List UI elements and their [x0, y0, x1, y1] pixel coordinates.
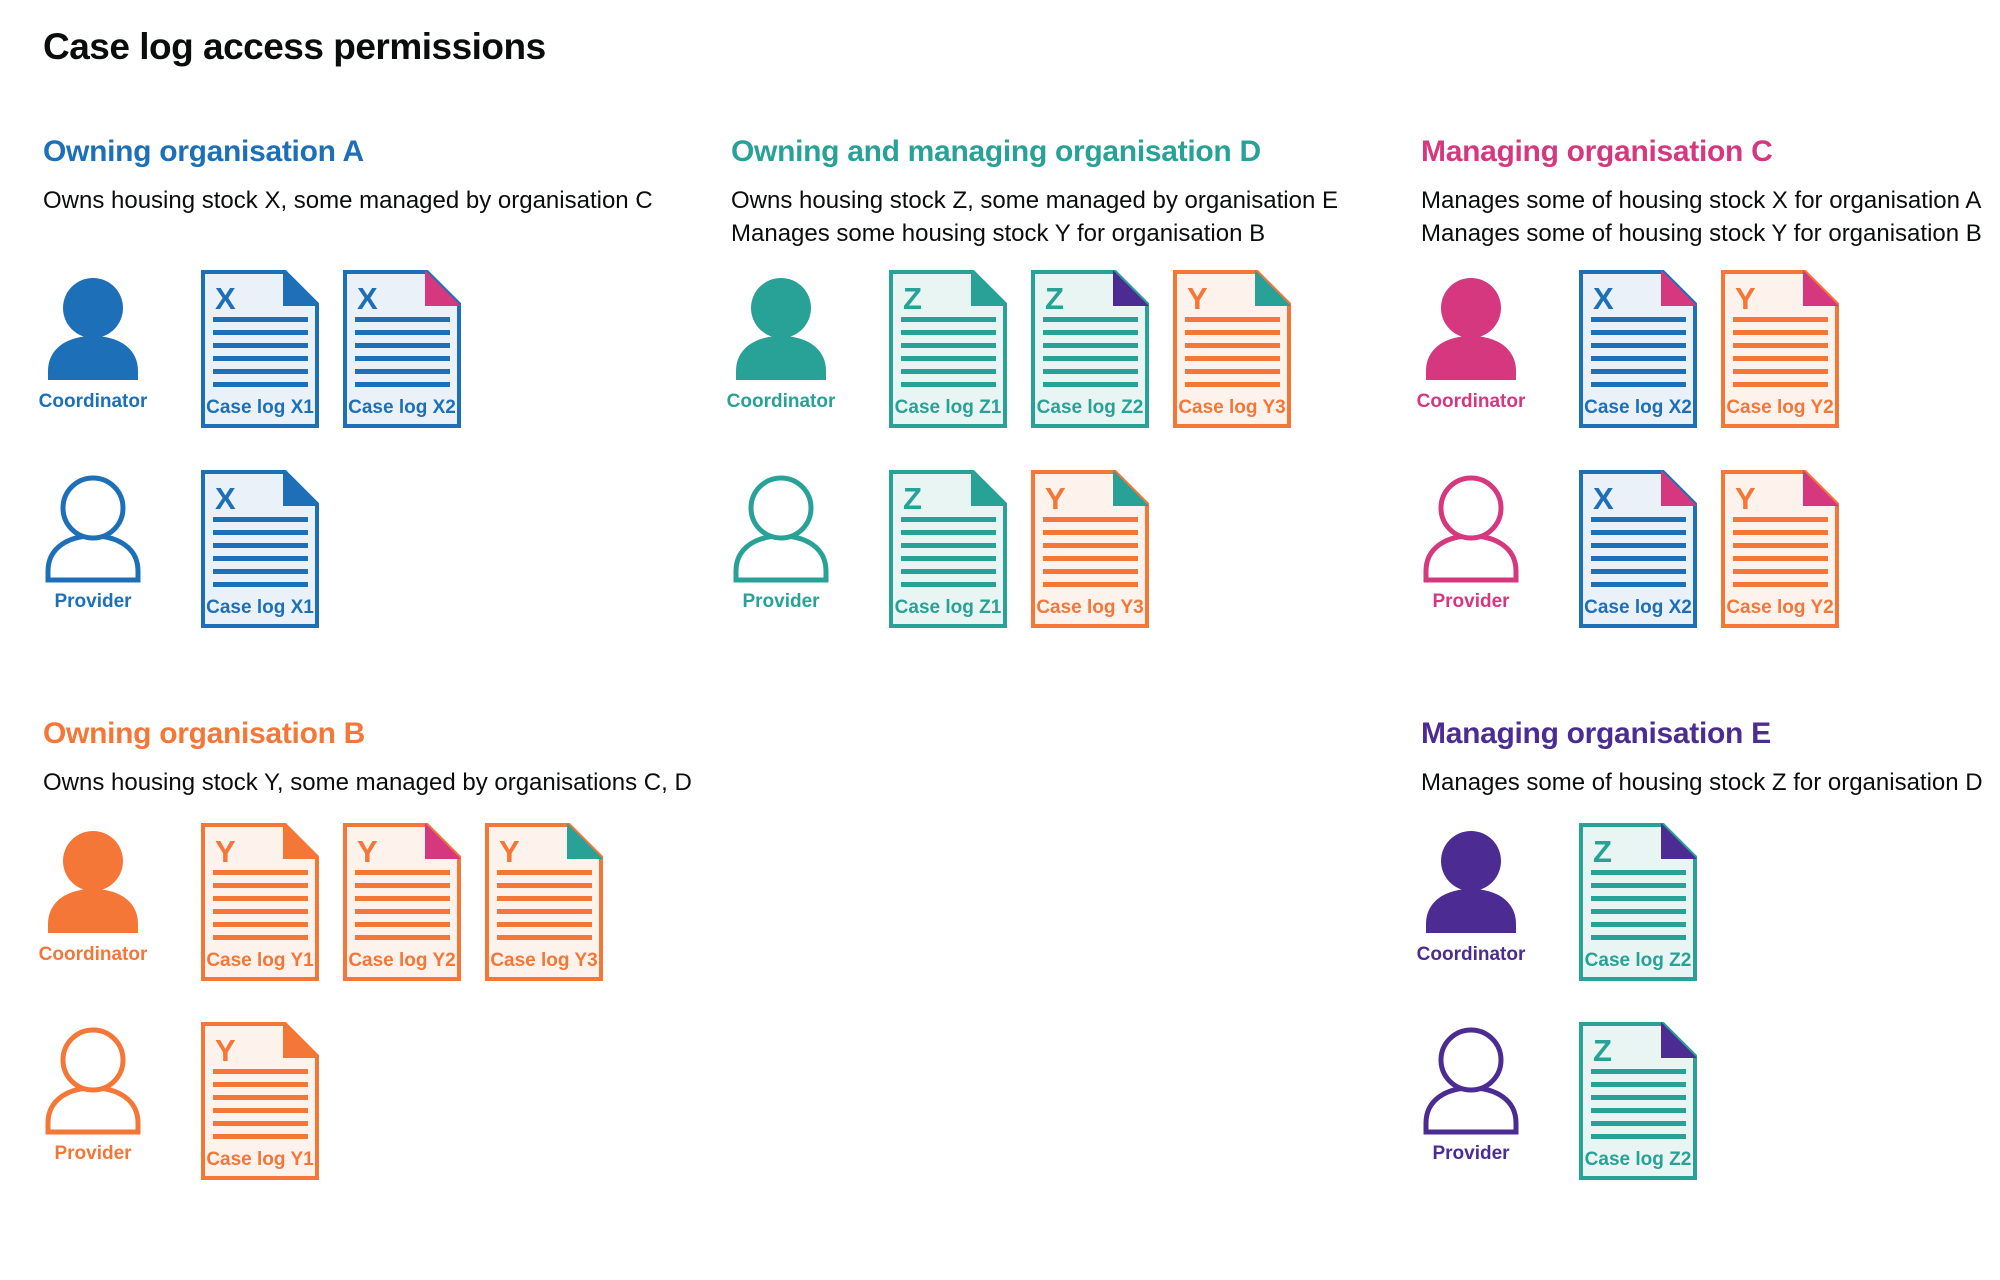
folded-corner-icon — [1661, 823, 1697, 859]
section-heading: Owning and managing organisation D — [731, 135, 1261, 168]
case-log-docs — [1579, 823, 1697, 981]
provider-row — [1421, 470, 1839, 628]
folded-corner-icon — [283, 470, 319, 506]
stock-letter: Z — [1045, 281, 1064, 316]
coordinator-row — [1416, 823, 1697, 981]
role-label: Provider — [54, 591, 132, 612]
coordinator-icon — [731, 275, 831, 383]
case-log-doc — [1579, 270, 1697, 428]
stock-letter: Y — [1735, 481, 1756, 516]
case-log-label: Case log X2 — [348, 397, 456, 418]
role-label: Coordinator — [726, 391, 836, 412]
stock-letter: Y — [357, 834, 378, 869]
case-log-docs — [1579, 470, 1839, 628]
stock-letter: X — [215, 481, 236, 516]
coordinator-row — [1416, 270, 1839, 428]
case-log-doc — [1579, 470, 1697, 628]
case-log-doc — [1579, 1022, 1697, 1180]
stock-letter: Y — [1045, 481, 1066, 516]
case-log-label: Case log X2 — [1584, 397, 1692, 418]
provider-row — [43, 470, 319, 628]
provider-icon — [43, 1027, 143, 1135]
case-log-label: Case log Z2 — [1584, 950, 1692, 971]
coordinator-row — [38, 823, 603, 981]
page-title: Case log access permissions — [43, 26, 546, 67]
case-log-label: Case log Z1 — [894, 597, 1002, 618]
case-log-docs — [201, 1022, 319, 1180]
coordinator-row — [726, 270, 1291, 428]
case-log-label: Case log Y3 — [1036, 597, 1144, 618]
case-log-docs — [889, 470, 1149, 628]
case-log-docs — [201, 270, 461, 428]
section-heading: Owning organisation A — [43, 135, 364, 168]
case-log-label: Case log Y1 — [206, 1149, 314, 1170]
section-description-line: Owns housing stock Y, some managed by organisations C, D — [43, 769, 692, 796]
case-log-label: Case log Z1 — [894, 397, 1002, 418]
case-log-docs — [201, 823, 603, 981]
case-log-doc — [343, 823, 461, 981]
coordinator-icon — [1421, 828, 1521, 936]
section-description-line: Manages some of housing stock X for organisation A — [1421, 187, 1982, 214]
provider-row — [43, 1022, 319, 1180]
case-log-doc — [343, 270, 461, 428]
case-log-doc — [485, 823, 603, 981]
case-log-label: Case log Z2 — [1584, 1149, 1692, 1170]
stock-letter: Z — [1593, 834, 1612, 869]
provider-icon — [1421, 1027, 1521, 1135]
coordinator-icon — [43, 275, 143, 383]
section-description-line: Owns housing stock X, some managed by organisation C — [43, 187, 653, 214]
folded-corner-icon — [1661, 1022, 1697, 1058]
folded-corner-icon — [425, 270, 461, 306]
case-log-doc — [1031, 270, 1149, 428]
case-log-doc — [201, 270, 319, 428]
provider-icon — [1421, 475, 1521, 583]
case-log-label: Case log Y1 — [206, 950, 314, 971]
role-label: Coordinator — [1416, 391, 1526, 412]
case-log-doc — [1579, 823, 1697, 981]
section-org-e — [1416, 717, 2000, 1170]
provider-figure — [1421, 1022, 1521, 1165]
case-log-docs — [1579, 1022, 1697, 1180]
provider-row — [1421, 1022, 1697, 1180]
coordinator-figure — [1416, 823, 1526, 966]
case-log-docs — [889, 270, 1291, 428]
provider-figure — [43, 1022, 143, 1165]
stock-letter: Y — [1187, 281, 1208, 316]
case-log-docs — [201, 470, 319, 628]
folded-corner-icon — [567, 823, 603, 859]
case-log-label: Case log X1 — [206, 597, 314, 618]
case-log-label: Case log Y2 — [1726, 397, 1834, 418]
provider-figure — [1421, 470, 1521, 613]
case-log-label: Case log Z2 — [1036, 397, 1144, 418]
case-log-doc — [1031, 470, 1149, 628]
role-label: Coordinator — [38, 391, 148, 412]
section-org-b — [38, 717, 703, 1170]
coordinator-figure — [726, 270, 836, 413]
coordinator-figure — [38, 823, 148, 966]
section-description-line: Manages some housing stock Y for organisation B — [731, 220, 1266, 247]
role-label: Coordinator — [38, 944, 148, 965]
folded-corner-icon — [283, 270, 319, 306]
stock-letter: Y — [1735, 281, 1756, 316]
section-org-d — [726, 135, 1391, 618]
case-log-doc — [1721, 470, 1839, 628]
coordinator-figure — [1416, 270, 1526, 413]
stock-letter: Y — [499, 834, 520, 869]
stock-letter: Z — [903, 481, 922, 516]
stock-letter: Z — [1593, 1033, 1612, 1068]
section-heading: Owning organisation B — [43, 717, 366, 750]
case-log-doc — [201, 470, 319, 628]
case-log-label: Case log Y3 — [1178, 397, 1286, 418]
case-log-doc — [201, 1022, 319, 1180]
case-log-doc — [1721, 270, 1839, 428]
stock-letter: X — [1593, 281, 1614, 316]
section-heading: Managing organisation C — [1421, 135, 1773, 168]
provider-icon — [43, 475, 143, 583]
provider-figure — [731, 470, 831, 613]
case-log-label: Case log X2 — [1584, 597, 1692, 618]
role-label: Provider — [54, 1143, 132, 1164]
stock-letter: Y — [215, 1033, 236, 1068]
case-log-label: Case log Y2 — [1726, 597, 1834, 618]
role-label: Provider — [1432, 591, 1510, 612]
case-log-doc — [889, 470, 1007, 628]
role-label: Provider — [742, 591, 820, 612]
provider-figure — [43, 470, 143, 613]
section-description-line: Manages some of housing stock Z for organisation D — [1421, 769, 1983, 796]
coordinator-figure — [38, 270, 148, 413]
stock-letter: X — [215, 281, 236, 316]
case-log-label: Case log X1 — [206, 397, 314, 418]
coordinator-icon — [43, 828, 143, 936]
role-label: Provider — [1432, 1143, 1510, 1164]
case-log-doc — [201, 823, 319, 981]
stock-letter: Y — [215, 834, 236, 869]
section-heading: Managing organisation E — [1421, 717, 1771, 750]
case-log-label: Case log Y2 — [348, 950, 456, 971]
case-log-docs — [1579, 270, 1839, 428]
provider-row — [731, 470, 1149, 628]
case-log-label: Case log Y3 — [490, 950, 598, 971]
section-description-line: Owns housing stock Z, some managed by organisation E — [731, 187, 1338, 214]
section-org-c — [1416, 135, 2000, 618]
coordinator-icon — [1421, 275, 1521, 383]
role-label: Coordinator — [1416, 944, 1526, 965]
case-log-doc — [889, 270, 1007, 428]
section-description-line: Manages some of housing stock Y for organisation B — [1421, 220, 1982, 247]
section-org-a — [38, 135, 703, 618]
case-log-doc — [1173, 270, 1291, 428]
coordinator-row — [38, 270, 461, 428]
provider-icon — [731, 475, 831, 583]
stock-letter: Z — [903, 281, 922, 316]
stock-letter: X — [357, 281, 378, 316]
stock-letter: X — [1593, 481, 1614, 516]
